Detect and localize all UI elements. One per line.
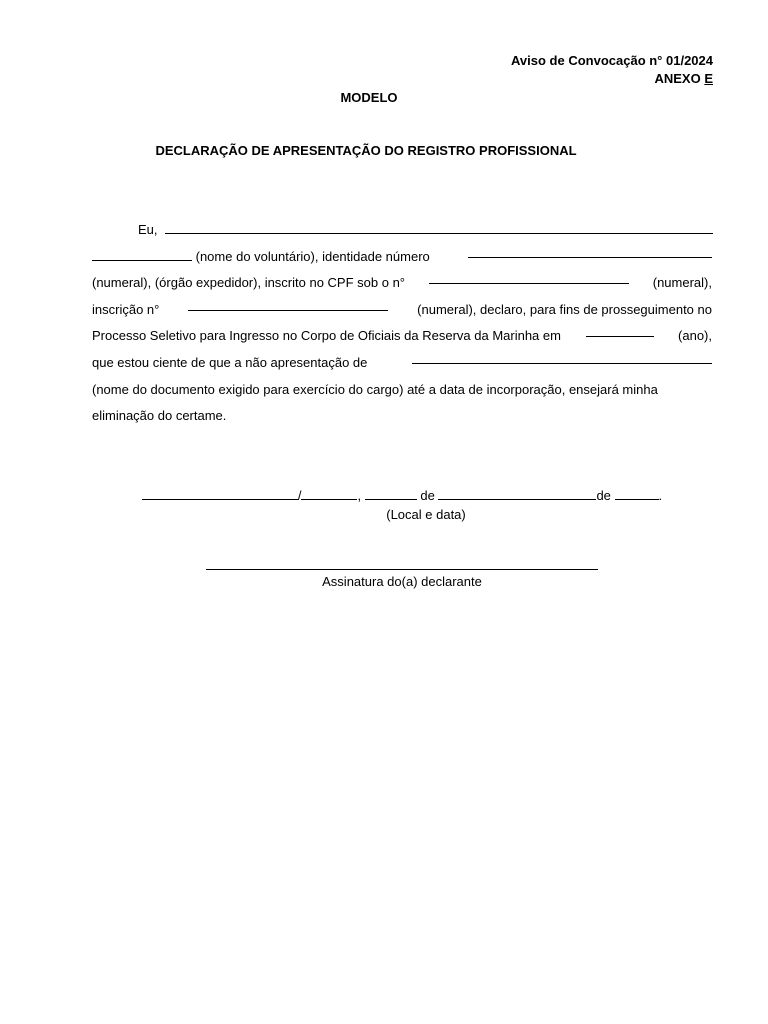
- body-line-7: [92, 377, 712, 404]
- body-line-2: [92, 244, 712, 271]
- body-line-3: [92, 270, 712, 297]
- slash-text: /: [297, 488, 302, 503]
- body-line-8: [92, 403, 712, 430]
- ciente-text: que estou ciente de que a não apresentação de: [92, 354, 368, 370]
- declaration-body: [92, 217, 712, 430]
- numeral-orgao-text: (numeral), (órgão expedidor), inscrito no CPF sob o n°: [92, 275, 406, 291]
- blank-mes: [438, 486, 596, 500]
- eu-text: Eu,: [138, 222, 158, 237]
- body-line-4: [92, 297, 712, 324]
- blank-inscricao: [188, 297, 388, 311]
- blank-dia: [365, 486, 417, 500]
- nome-voluntario-text: (nome do voluntário), identidade número: [195, 248, 430, 264]
- body-line-6: [92, 350, 712, 377]
- blank-ano-data: [615, 486, 659, 500]
- anexo-prefix: ANEXO: [654, 71, 705, 86]
- anexo-letter: E: [704, 71, 713, 86]
- document-title: DECLARAÇÃO DE APRESENTAÇÃO DO REGISTRO PROFISSIONAL: [155, 143, 577, 158]
- body-line-1: [92, 217, 712, 244]
- numeral-declaro-text: (numeral), declaro, para fins de prosseguimento no: [417, 301, 712, 317]
- blank-identidade: [468, 244, 712, 258]
- blank-ano: [586, 323, 654, 337]
- local-data-caption: (Local e data): [386, 507, 466, 522]
- numeral-1-text: (numeral),: [652, 275, 712, 291]
- aviso-header: Aviso de Convocação n° 01/2024: [511, 53, 713, 68]
- modelo-heading: MODELO: [340, 90, 398, 105]
- period-text: .: [658, 488, 663, 503]
- blank-nome-cont: [92, 247, 192, 261]
- blank-local: [142, 486, 298, 500]
- inscricao-text: inscrição n°: [92, 301, 160, 317]
- blank-uf: [301, 486, 357, 500]
- local-data-line: [18, 486, 768, 504]
- anexo-header: [654, 70, 713, 87]
- signature-caption: Assinatura do(a) declarante: [322, 574, 482, 589]
- blank-cpf: [429, 270, 629, 284]
- de-text-2: de: [596, 488, 611, 503]
- eliminacao-text: eliminação do certame.: [92, 408, 227, 424]
- comma-text: ,: [357, 488, 362, 503]
- signature-line: [206, 569, 598, 570]
- blank-documento: [412, 350, 712, 364]
- nome-documento-text: (nome do documento exigido para exercício do cargo) até a data de incorporação, ensejará minha: [92, 381, 658, 397]
- body-line-5: [92, 323, 712, 350]
- blank-nome: [165, 220, 713, 234]
- de-text-1: de: [420, 488, 435, 503]
- ano-text: (ano),: [678, 328, 712, 344]
- processo-text: Processo Seletivo para Ingresso no Corpo de Oficiais da Reserva da Marinha em: [92, 328, 561, 344]
